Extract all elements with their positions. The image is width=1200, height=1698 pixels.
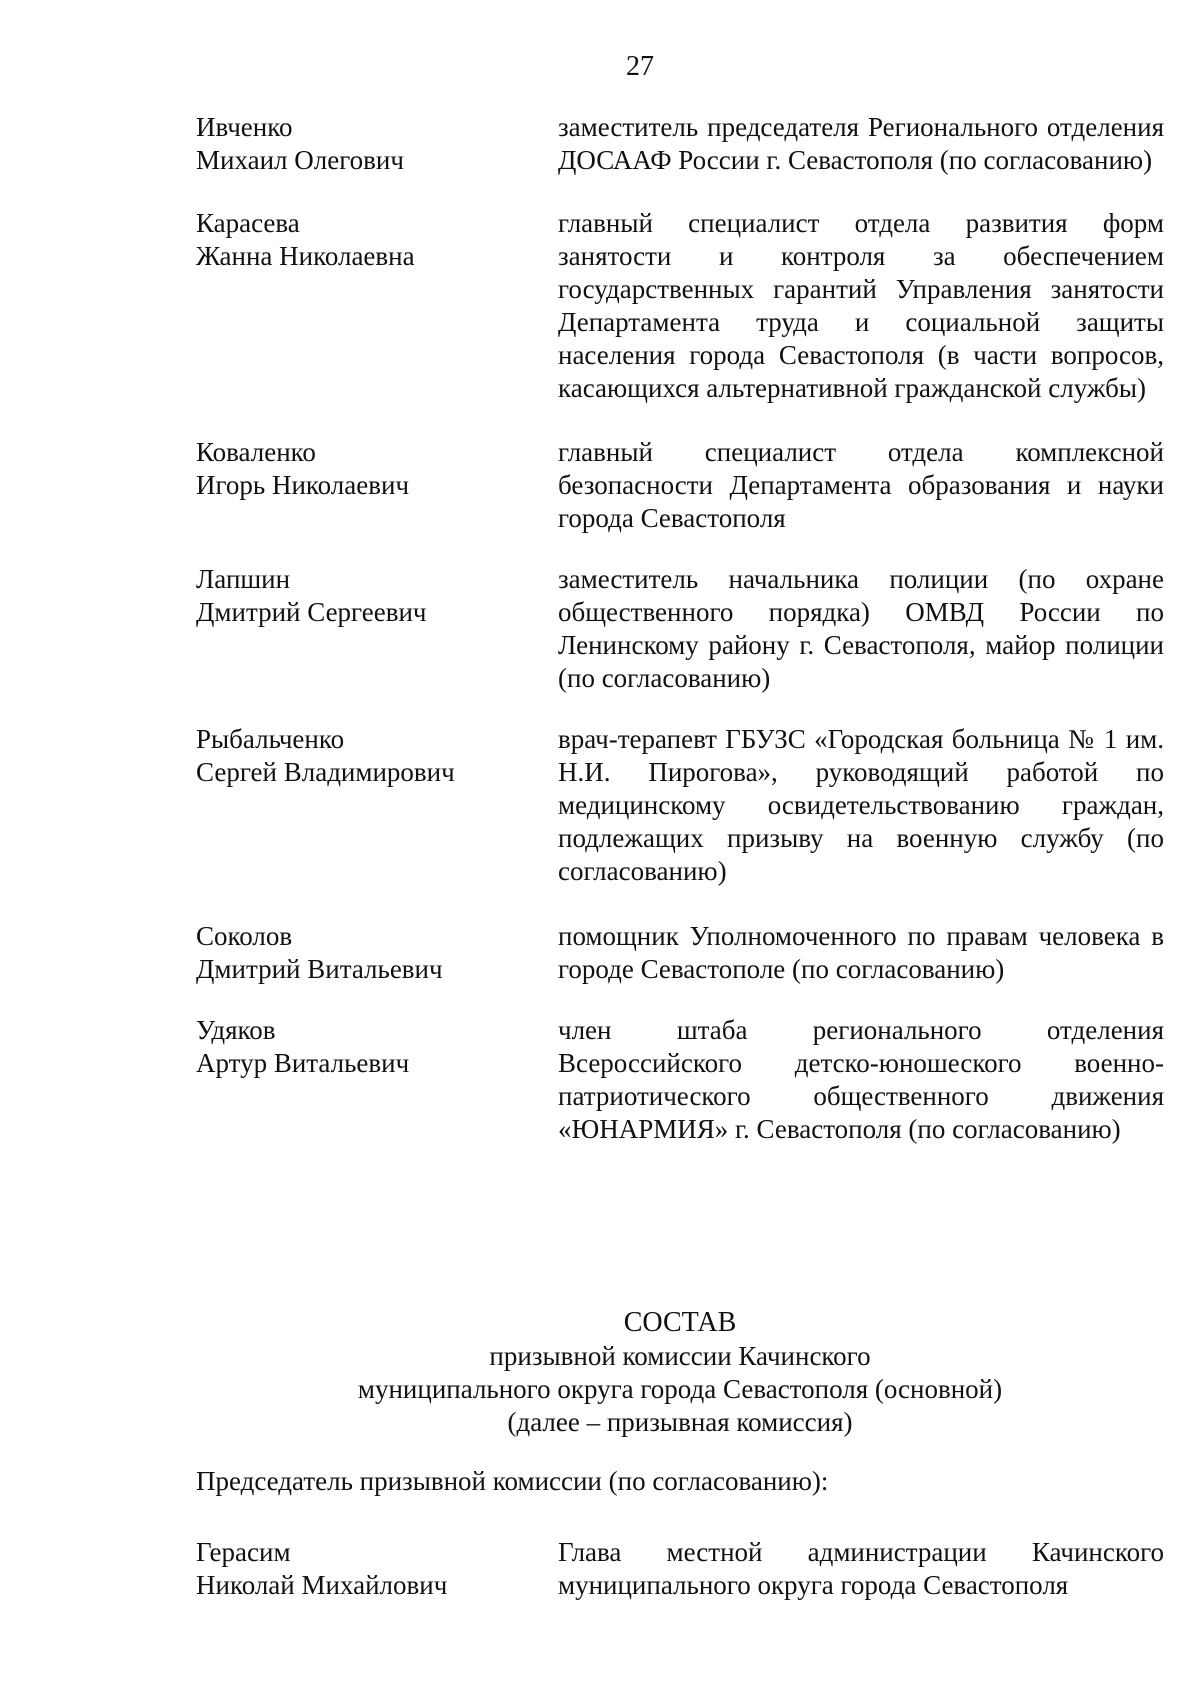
chair-label: Председатель призывной комиссии (по согласованию):: [196, 1466, 829, 1496]
member-list: [196, 111, 1164, 1178]
member-entry: [196, 920, 1164, 986]
member-entry: [196, 207, 1164, 405]
member-surname: Удяков: [196, 1015, 276, 1045]
member-name: [196, 111, 558, 177]
member-given-names: Сергей Владимирович: [196, 757, 455, 787]
member-role: член штаба регионального отделения Всероссийского детско-юношеского военно-патриотического общественного движения «ЮНАРМИЯ» г. Севастополя (по согласованию): [558, 1015, 1164, 1144]
member-given-names: Жанна Николаевна: [196, 241, 415, 271]
member-surname: Лапшин: [196, 564, 291, 594]
member-name: [196, 563, 558, 695]
chair-surname: Герасим: [196, 1537, 291, 1567]
member-entry: [196, 436, 1164, 535]
member-given-names: Игорь Николаевич: [196, 470, 410, 500]
member-role: врач-терапевт ГБУЗС «Городская больница № 1 им. Н.И. Пирогова», руководящий работой по медицинскому освидетельствованию граждан, подлежащих призыву на военную службу (по согласованию): [558, 724, 1164, 886]
member-given-names: Дмитрий Сергеевич: [196, 597, 427, 627]
composition-title: СОСТАВ: [623, 1307, 737, 1338]
member-role: помощник Уполномоченного по правам человека в городе Севастополе (по согласованию): [558, 921, 1164, 984]
member-entry: [196, 723, 1164, 888]
composition-subtitle-line: (далее – призывная комиссия): [507, 1407, 853, 1437]
member-given-names: Дмитрий Витальевич: [196, 954, 443, 984]
composition-heading: [196, 1306, 1164, 1439]
composition-subtitle-line: муниципального округа города Севастополя (основной): [357, 1374, 1003, 1404]
member-surname: Ивченко: [196, 112, 293, 142]
composition-subtitle-line: призывной комиссии Качинского: [489, 1341, 871, 1371]
chair-given-names: Николай Михайлович: [196, 1570, 448, 1600]
member-role: главный специалист отдела развития форм занятости и контроля за обеспечением государственных гарантий Управления занятости Департамента труда и социальной защиты населения города Севастополя (в части вопросов, касающихся альтернативной гражданской службы): [558, 208, 1164, 403]
member-name: [196, 436, 558, 535]
member-surname: Соколов: [196, 921, 293, 951]
member-role: заместитель начальника полиции (по охране общественного порядка) ОМВД России по Ленинскому району г. Севастополя, майор полиции (по согласованию): [558, 564, 1164, 693]
member-given-names: Михаил Олегович: [196, 145, 404, 175]
member-surname: Рыбальченко: [196, 724, 345, 754]
member-entry: [196, 111, 1164, 177]
member-surname: Карасева: [196, 208, 300, 238]
member-name: [196, 723, 558, 888]
member-name: [196, 207, 558, 405]
member-surname: Коваленко: [196, 437, 316, 467]
member-role: главный специалист отдела комплексной безопасности Департамента образования и науки города Севастополя: [558, 437, 1164, 533]
chair-role: Глава местной администрации Качинского муниципального округа города Севастополя: [558, 1537, 1164, 1600]
member-name: [196, 1014, 558, 1146]
member-given-names: Артур Витальевич: [196, 1048, 410, 1078]
member-role: заместитель председателя Регионального отделения ДОСААФ России г. Севастополя (по согласованию): [558, 112, 1164, 175]
chair-entry: [196, 1536, 1164, 1602]
member-entry: [196, 563, 1164, 695]
member-name: [196, 920, 558, 986]
page-number: 27: [626, 51, 654, 82]
member-entry: [196, 1014, 1164, 1146]
chair-name: [196, 1536, 558, 1602]
